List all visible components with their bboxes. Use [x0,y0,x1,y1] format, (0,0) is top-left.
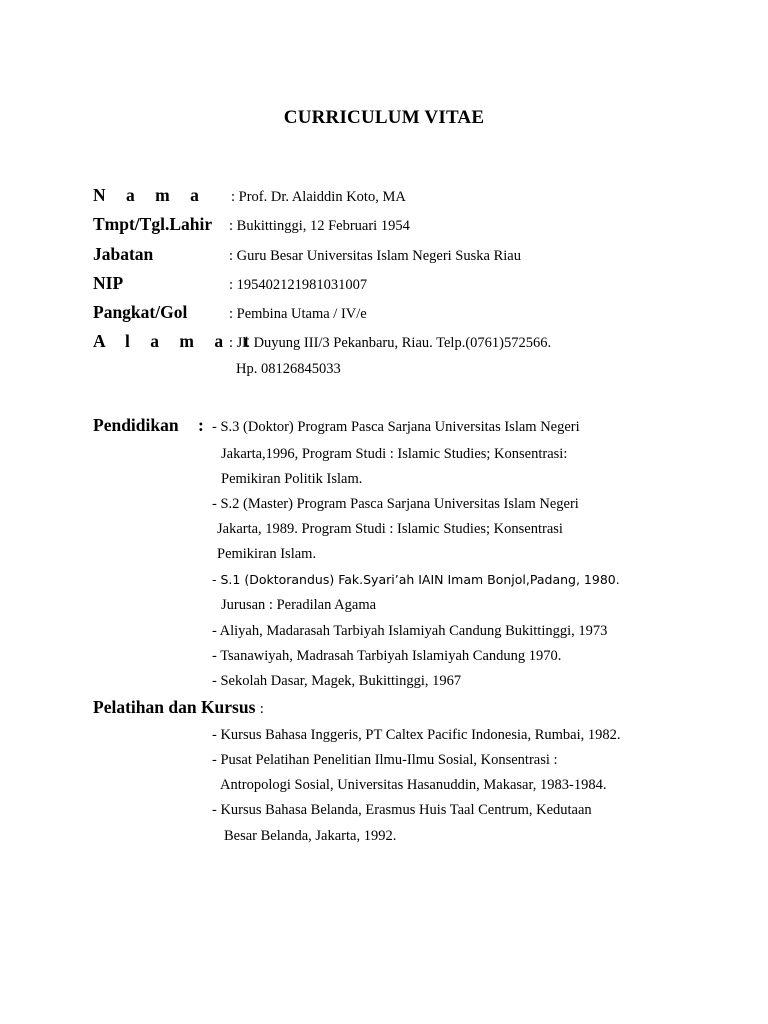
education-line: - S.2 (Master) Program Pasca Sarjana Universitas Islam Negeri [212,496,579,512]
training-line: Besar Belanda, Jakarta, 1992. [224,828,397,844]
value-alamat: : Jl. Duyung III/3 Pekanbaru, Riau. Telp.(0761)572566. [229,335,552,351]
section-colon-pendidikan: : [198,415,204,435]
section-colon-pelatihan: : [259,701,264,717]
section-heading-pendidikan: Pendidikan [93,415,179,435]
value-pangkat-golongan: : Pembina Utama / IV/e [229,306,367,322]
label-tempat-tanggal-lahir: Tmpt/Tgl.Lahir [93,214,213,234]
label-pangkat-golongan: Pangkat/Gol [93,302,188,322]
education-line: - S.3 (Doktor) Program Pasca Sarjana Universitas Islam Negeri [212,419,580,435]
label-alamat: A l a m a t [93,331,258,351]
training-line: - Kursus Bahasa Belanda, Erasmus Huis Taal Centrum, Kedutaan [212,802,592,818]
label-jabatan: Jabatan [93,244,154,264]
education-line: - Sekolah Dasar, Magek, Bukittinggi, 1967 [212,673,462,689]
education-line: Pemikiran Islam. [217,546,317,562]
training-line: - Pusat Pelatihan Penelitian Ilmu-Ilmu Sosial, Konsentrasi : [212,752,558,768]
value-jabatan: : Guru Besar Universitas Islam Negeri Suska Riau [229,248,521,264]
education-line: Jakarta,1996, Program Studi : Islamic Studies; Konsentrasi: [221,446,568,462]
education-line: - Tsanawiyah, Madrasah Tarbiyah Islamiyah Candung 1970. [212,648,562,664]
value-nama: : Prof. Dr. Alaiddin Koto, MA [231,189,406,205]
training-line: - Kursus Bahasa Inggeris, PT Caltex Pacific Indonesia, Rumbai, 1982. [212,727,621,743]
label-nip: NIP [93,273,124,293]
education-line: - Aliyah, Madarasah Tarbiyah Islamiyah Candung Bukittinggi, 1973 [212,623,608,639]
education-line: Jurusan : Peradilan Agama [221,597,377,613]
education-line: Pemikiran Politik Islam. [221,471,363,487]
training-line: Antropologi Sosial, Universitas Hasanuddin, Makasar, 1983-1984. [220,777,607,793]
value-handphone: Hp. 08126845033 [236,361,341,377]
label-nama: N a m a [93,185,207,205]
value-nip: : 195402121981031007 [229,277,368,293]
value-tempat-tanggal-lahir: : Bukittinggi, 12 Februari 1954 [229,218,410,234]
education-line: - S.1 (Doktorandus) Fak.Syari’ah IAIN Imam Bonjol,Padang, 1980. [212,572,620,587]
page-title: CURRICULUM VITAE [283,107,485,128]
education-line: Jakarta, 1989. Program Studi : Islamic Studies; Konsentrasi [217,521,563,537]
section-heading-pelatihan [93,697,264,718]
section-heading-pelatihan-text: Pelatihan dan Kursus [93,697,256,717]
